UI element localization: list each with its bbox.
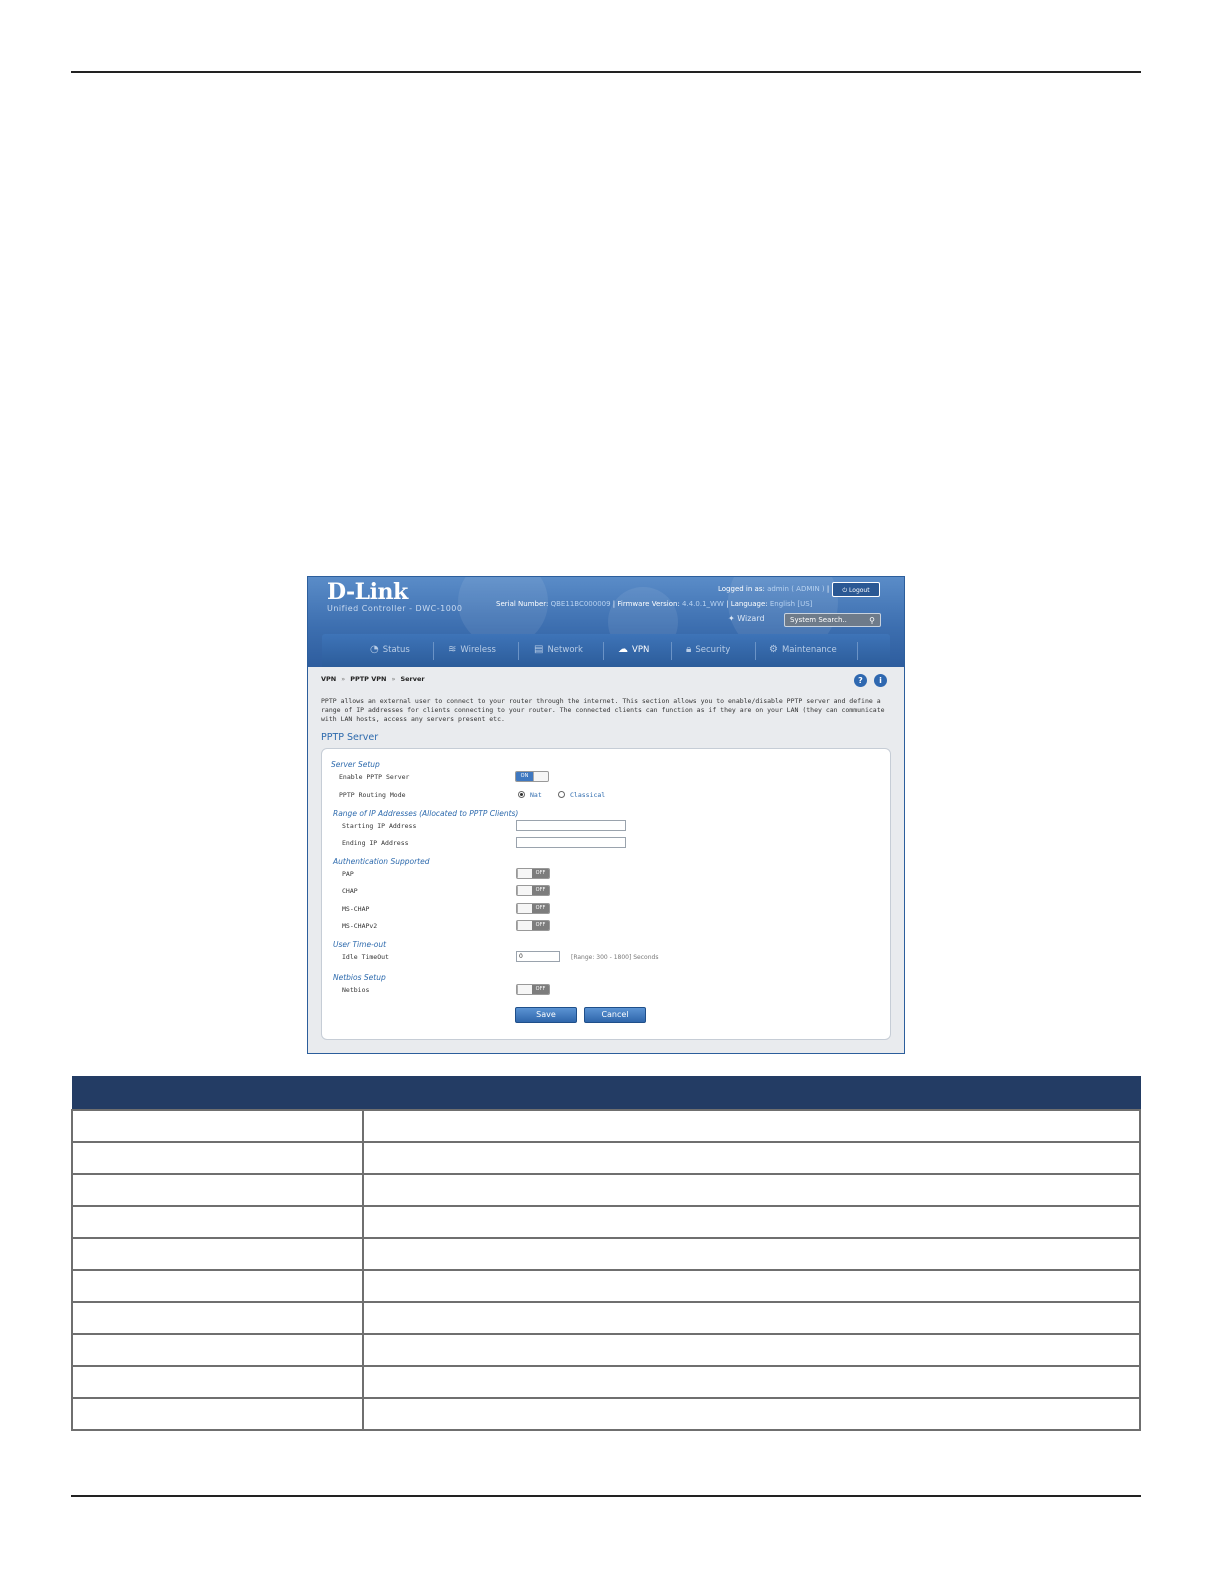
table-cell [363, 1270, 1140, 1302]
table-cell [72, 1206, 363, 1238]
start-ip-input[interactable] [516, 820, 626, 831]
breadcrumb-server: Server [400, 675, 425, 683]
router-screenshot [307, 576, 905, 1054]
nav-vpn[interactable] [618, 644, 649, 658]
dlink-logo: D-Link [327, 579, 408, 605]
chap-label: CHAP [342, 887, 358, 895]
table-cell [363, 1238, 1140, 1270]
table-cell [72, 1110, 363, 1142]
table-cell [363, 1110, 1140, 1142]
info-icon[interactable]: i [874, 674, 887, 687]
nav-wireless[interactable] [448, 644, 496, 658]
table-row [72, 1366, 1140, 1398]
breadcrumb-vpn[interactable]: VPN [321, 675, 337, 683]
table-cell [72, 1334, 363, 1366]
server-setup-heading: Server Setup [331, 760, 380, 769]
enable-pptp-label: Enable PPTP Server [339, 773, 410, 781]
table-header-row [72, 1077, 1140, 1111]
logout-button[interactable] [832, 582, 880, 597]
table-row [72, 1110, 1140, 1142]
table-header-cell [72, 1077, 363, 1111]
network-icon: ▤ [534, 644, 544, 655]
mode-classical-radio[interactable] [558, 791, 565, 798]
pap-toggle[interactable]: OFF [516, 868, 550, 879]
nav-network[interactable] [534, 644, 583, 658]
table-cell [363, 1334, 1140, 1366]
end-ip-input[interactable] [516, 837, 626, 848]
table-cell [363, 1398, 1140, 1430]
logged-in-value: admin ( ADMIN ) [767, 585, 825, 593]
nav-maintenance[interactable] [769, 644, 837, 658]
bottom-rule [71, 1495, 1141, 1497]
table-row [72, 1302, 1140, 1334]
nav-status-label: Status [382, 645, 410, 655]
table-row [72, 1270, 1140, 1302]
firmware-value: 4.4.0.1_WW [682, 600, 724, 608]
mschapv2-toggle[interactable]: OFF [516, 920, 550, 931]
end-ip-label: Ending IP Address [342, 839, 409, 847]
nav-status[interactable] [370, 644, 410, 658]
table-cell [363, 1302, 1140, 1334]
table-cell [363, 1366, 1140, 1398]
table-row [72, 1398, 1140, 1430]
start-ip-label: Starting IP Address [342, 822, 417, 830]
netbios-toggle[interactable]: OFF [516, 984, 550, 995]
table-cell [72, 1270, 363, 1302]
power-icon: ⏻ [842, 587, 850, 594]
lock-icon: 🔒︎ [686, 644, 692, 655]
logged-in-label: Logged in as: [718, 585, 765, 593]
system-search-input[interactable] [784, 613, 881, 627]
search-icon[interactable]: ⚲ [869, 616, 875, 625]
serial-label: Serial Number: [496, 600, 549, 608]
search-placeholder: System Search.. [790, 616, 847, 624]
main-nav [322, 634, 890, 667]
table-row [72, 1334, 1140, 1366]
logout-label: Logout [849, 587, 870, 594]
mode-nat-radio[interactable] [518, 791, 525, 798]
pap-label: PAP [342, 870, 354, 878]
panel-title: PPTP Server [321, 732, 379, 743]
table-row [72, 1206, 1140, 1238]
wand-icon: ✦ [728, 614, 738, 623]
mode-nat-label: Nat [530, 791, 542, 799]
language-select[interactable]: English [US] [769, 600, 813, 608]
idle-timeout-input[interactable]: 0 [516, 951, 560, 962]
pptp-server-panel [321, 748, 891, 1040]
table-header-cell [363, 1077, 1140, 1111]
gears-icon: ⚙ [769, 644, 778, 655]
breadcrumb: VPN » PPTP VPN » Server [321, 675, 425, 683]
chap-toggle[interactable]: OFF [516, 885, 550, 896]
nav-security-label: Security [695, 645, 731, 655]
wizard-link[interactable] [728, 614, 765, 623]
netbios-label: Netbios [342, 986, 370, 994]
language-label: Language: [730, 600, 768, 608]
idle-timeout-hint: [Range: 300 - 1800] Seconds [571, 954, 659, 961]
table-cell [363, 1142, 1140, 1174]
mschap-label: MS-CHAP [342, 905, 370, 913]
table-cell [363, 1206, 1140, 1238]
cancel-button[interactable]: Cancel [584, 1007, 646, 1023]
table-cell [72, 1142, 363, 1174]
table-cell [72, 1366, 363, 1398]
nav-wireless-label: Wireless [460, 645, 496, 655]
gauge-icon: ◔ [370, 644, 379, 655]
top-rule [71, 71, 1141, 73]
mode-classical-label: Classical [570, 791, 606, 799]
help-icon[interactable]: ? [854, 674, 867, 687]
table-row [72, 1238, 1140, 1270]
mschapv2-label: MS-CHAPv2 [342, 922, 378, 930]
table-cell [72, 1398, 363, 1430]
save-button[interactable]: Save [515, 1007, 577, 1023]
nav-vpn-label: VPN [632, 645, 650, 655]
product-name: Unified Controller - DWC-1000 [327, 604, 463, 613]
netbios-heading: Netbios Setup [333, 973, 386, 982]
timeout-heading: User Time-out [333, 940, 387, 949]
table-cell [72, 1174, 363, 1206]
auth-heading: Authentication Supported [333, 857, 430, 866]
logged-in-info: Logged in as: admin ( ADMIN ) | [718, 585, 830, 593]
ip-range-heading: Range of IP Addresses (Allocated to PPTP Clients) [333, 809, 519, 818]
table-cell [72, 1238, 363, 1270]
mschap-toggle[interactable]: OFF [516, 903, 550, 914]
serial-value: QBE11BC000009 [550, 600, 611, 608]
device-info: Serial Number: QBE11BC000009 | Firmware Version: 4.4.0.1_WW | Language: English [US] [496, 600, 813, 608]
intro-text: PPTP allows an external user to connect to your router through the internet. This section allows you to enable/disable PPTP server and define a range of IP addresses for clients connecting to your router. The connected clients can function as if they are on your LAN (they can communicate with LAN hosts, access any servers present etc. [321, 697, 885, 723]
nav-maintenance-label: Maintenance [781, 645, 837, 655]
table-row [72, 1174, 1140, 1206]
idle-timeout-label: Idle TimeOut [342, 953, 389, 961]
firmware-label: Firmware Version: [617, 600, 680, 608]
table-row [72, 1142, 1140, 1174]
table-cell [363, 1174, 1140, 1206]
parameter-table [71, 1076, 1141, 1431]
enable-pptp-toggle[interactable]: ON [515, 771, 549, 782]
header-bar [308, 577, 904, 667]
table-cell [72, 1302, 363, 1334]
wizard-label: Wizard [737, 614, 765, 623]
nav-network-label: Network [547, 645, 583, 655]
cloud-icon: ☁ [618, 644, 628, 655]
routing-mode-label: PPTP Routing Mode [339, 791, 406, 799]
breadcrumb-pptp-vpn[interactable]: PPTP VPN [350, 675, 387, 683]
wifi-icon: ≋ [448, 644, 457, 655]
nav-security[interactable] [686, 644, 730, 658]
